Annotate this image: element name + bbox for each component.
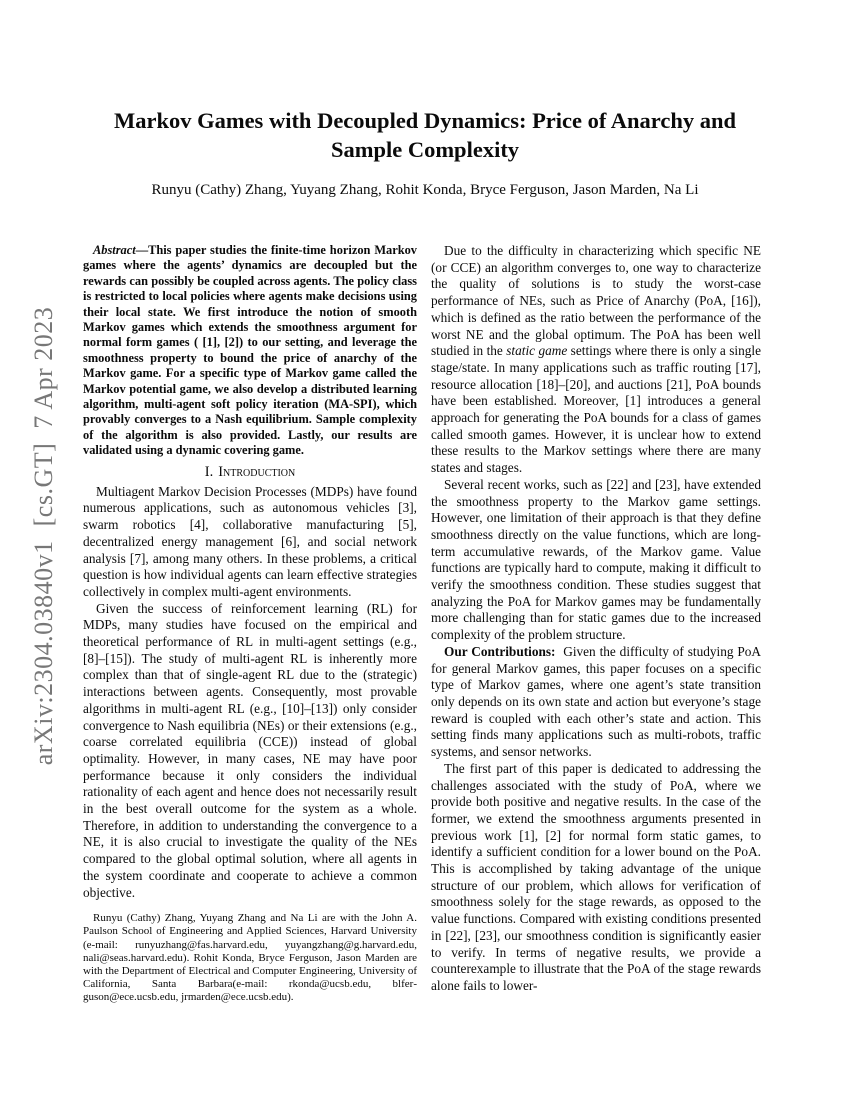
author-footnote: Runyu (Cathy) Zhang, Yuyang Zhang and Na Li are with the John A. Paulson School of Engineering and Applied Sciences, Harvard University (e-mail: runyuzhang@fas.harvard.edu, yuyangzhang@g.harvard.edu, nali@seas.harvard.edu). Rohit Konda, Bryce Ferguson, Jason Marden are with the Department of Electrical and Computer Engineering, University of California, Santa Barbara(e-mail: rkonda@ucsb.edu, blferguson@ece.ucsb.edu, jrmarden@ece.ucsb.edu).: [83, 912, 417, 1004]
right-paragraph-4: The first part of this paper is dedicated to addressing the challenges associated with the study of PoA, where we provide both positive and negative results. In the case of the former, we extend the smoothness arguments presented in previous work [1], [2] for normal form static games, to identify a sufficient condition for a lower bound on the PoA. This is accomplished by taking advantage of the unique structure of our problem, which allows for verification of smoothness solely for the stage rewards, as opposed to the value functions. Compared with existing conditions presented in [22], [23], our smoothness condition is significantly easier to verify. In terms of negative results, we provide a counterexample to illustrate that the PoA of the stage rewards alone fails to lower-: [431, 760, 761, 993]
italic-static-game: static game: [506, 343, 568, 359]
right-paragraph-1-pre: Due to the difficulty in characterizing which specific NE (or CCE) an algorithm converges to, one way to characterize the quality of solutions is to study the worst-case performance of NEs, such as Price of Anarchy (PoA, [16]), which is defined as the ratio between the performance of the worst NE and the global optimum. The PoA has been well studied in the: [431, 243, 761, 359]
arxiv-watermark: arXiv:2304.03840v1 [cs.GT] 7 Apr 2023: [29, 306, 58, 766]
abstract-paragraph: [83, 243, 417, 459]
right-paragraph-1: [431, 243, 761, 477]
left-column: [83, 243, 417, 1016]
paper-title-line-2: Sample Complexity: [330, 137, 520, 162]
intro-paragraph-2: Given the success of reinforcement learning (RL) for MDPs, many studies have focused on the empirical and theoretical performance of RL in multi-agent settings (e.g., [8]–[15]). The study of multi-agent RL is inherently more complex than that of single-agent RL due to the (strategic) interactions between agents. Consequently, most provable algorithms in multi-agent RL (e.g., [10]–[13]) only consider convergence to Nash equilibria (NEs) or their extensions (e.g., coarse correlated equilibria (CCE)) instead of global optimality. However, in many cases, NE may have poor performance because it only considers the individual rationality of each agent and hence does not necessarily result in the best overall outcome for the system as a whole. Therefore, in addition to understanding the convergence to a NE, it is also crucial to investigate the quality of the NEs compared to the global optimal solution, where all agents in the system coordinate and cooperate to achieve a common objective.: [83, 600, 417, 900]
section-heading-introduction: [83, 464, 417, 480]
intro-paragraph-1: Multiagent Markov Decision Processes (MDPs) have found numerous applications, such as autonomous vehicles [3], swarm robotics [4], collaborative manufacturing [5], decentralized energy management [6], and social network analysis [7], among many others. In these problems, a critical question is how individual agents can learn effective strategies collectively in complex multi-agent environments.: [83, 483, 417, 599]
contributions-lead: Our Contributions:: [444, 643, 556, 659]
right-paragraph-3: [431, 644, 761, 761]
right-paragraph-2: Several recent works, such as [22] and [23], have extended the smoothness property to the Markov game settings. However, one limitation of their approach is that they define smoothness directly on the value functions, which are long-term accumulative rewards, of the Markov game. Value functions are typically hard to compute, making it difficult to verify the smoothness condition. These studies suggest that analyzing the PoA for Markov games may be fundamentally more challenging than for static games due to the increased complexity of the problem structure.: [431, 476, 761, 643]
right-column: [431, 243, 761, 995]
authors-line: Runyu (Cathy) Zhang, Yuyang Zhang, Rohit Konda, Bryce Ferguson, Jason Marden, Na Li: [151, 182, 699, 198]
paper-title-line-1: Markov Games with Decoupled Dynamics: Price of Anarchy and: [113, 108, 737, 133]
abstract-label: Abstract: [93, 243, 136, 257]
paper-title: [60, 106, 790, 164]
section-title: Introduction: [218, 463, 296, 480]
section-number: I.: [204, 463, 214, 480]
right-paragraph-3-body: Given the difficulty of studying PoA for general Markov games, this paper focuses on a specific type of Markov games, where one agent’s state transition only depends on its own state and action but everyone’s stage reward is coupled with each other’s state and action. This setting finds many applications such as multi-robots, traffic systems, and sensor networks.: [431, 643, 762, 760]
right-paragraph-1-post: settings where there is only a single stage/state. In many applications such as traffic routing [17], resource allocation [18]–[20], and auctions [21], PoA bounds have been established. Moreover, [1] introduces a general approach for generating the PoA bounds for a class of games called smooth games. However, it is unclear how to extend these results to the Markov settings where there are many states and stages.: [431, 343, 761, 476]
abstract-text: —This paper studies the finite-time horizon Markov games where the agents’ dynamics are decoupled but the rewards can possibly be coupled across agents. The policy class is restricted to local policies where agents make decisions using their local state. We first introduce the notion of smooth Markov games which extends the smoothness argument for normal form games ( [1], [2]) to our setting, and leverage the smoothness property to bound the price of anarchy of the Markov game. For a specific type of Markov game called the Markov potential game, we also develop a distributed learning algorithm, multi-agent soft policy iteration (MA-SPI), which provably converges to a Nash equilibrium. Sample complexity of the algorithm is also provided. Lastly, our results are validated using a dynamic covering game.: [83, 243, 417, 458]
